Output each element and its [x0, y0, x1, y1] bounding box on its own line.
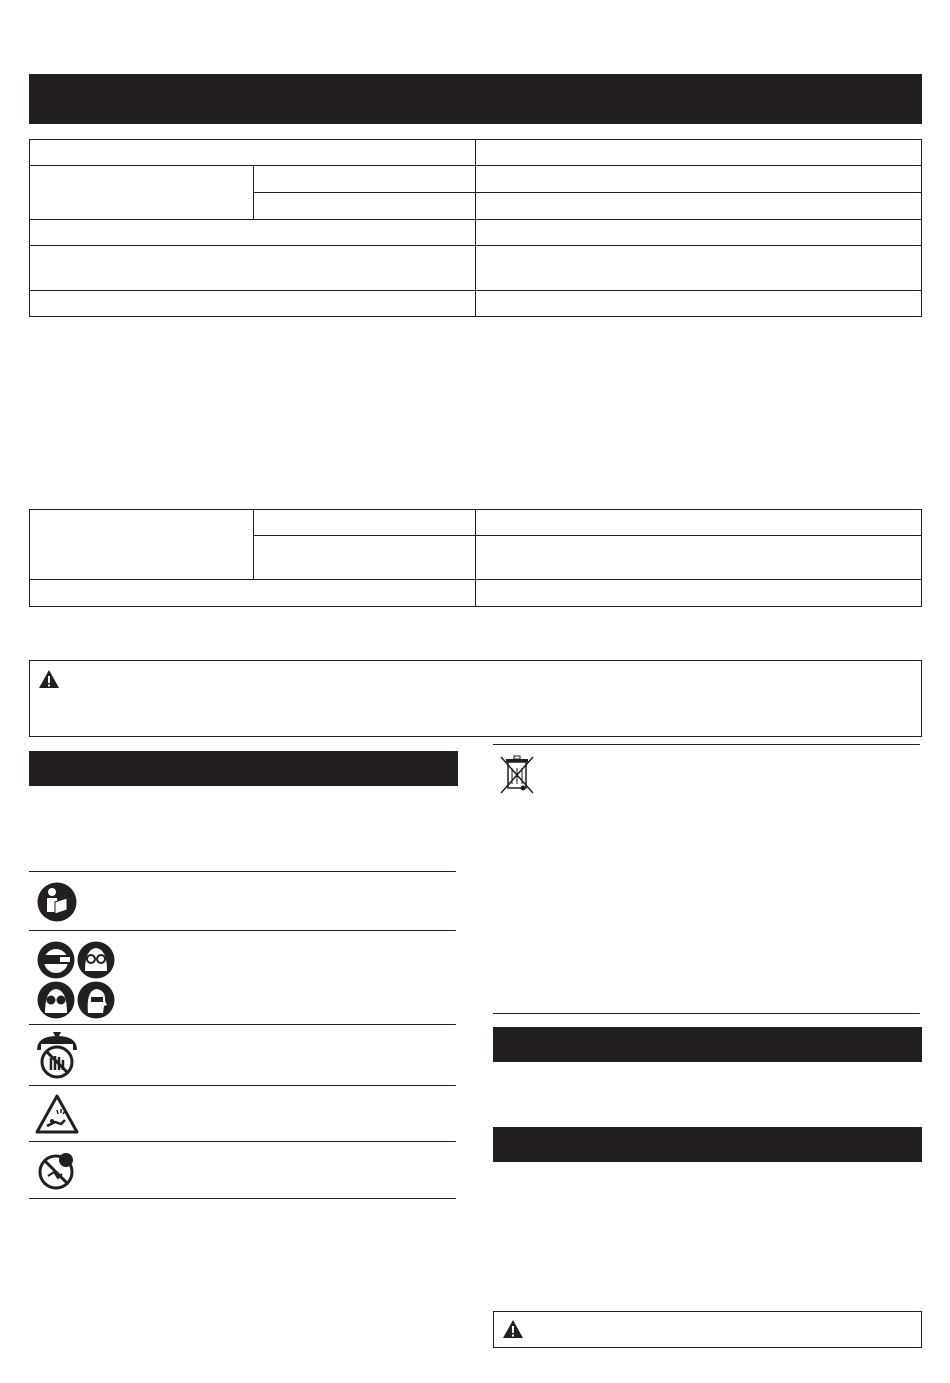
- table-col-divider: [475, 510, 476, 606]
- safety-glasses-icon: [77, 941, 115, 979]
- divider: [29, 930, 456, 931]
- no-wet-conditions-icon: [36, 1150, 78, 1192]
- warning-box-small: [493, 1311, 922, 1348]
- divider: [29, 1024, 456, 1025]
- divider: [29, 1085, 456, 1086]
- warning-box: [29, 660, 922, 737]
- safety-goggles-icon: [37, 941, 75, 979]
- divider: [493, 1013, 920, 1014]
- divider: [493, 744, 920, 745]
- table-col-divider: [475, 140, 476, 316]
- table-col-divider: [253, 510, 254, 579]
- warning-triangle-icon: [38, 669, 60, 689]
- divider: [29, 1198, 456, 1199]
- glasses-profile-icon: [77, 981, 115, 1019]
- read-manual-icon: [37, 882, 77, 922]
- table-row-divider: [253, 192, 921, 193]
- table-row-divider: [253, 535, 921, 536]
- keep-hands-away-icon: [35, 1030, 79, 1080]
- spec-table-1: [29, 139, 922, 317]
- section-heading-bar: [493, 1127, 922, 1162]
- divider: [29, 1141, 456, 1142]
- crossed-out-wheelie-bin-icon: [498, 754, 536, 796]
- eye-protection-icons: [37, 941, 117, 1019]
- header-bar: [29, 74, 922, 124]
- flying-debris-warning-icon: [35, 1094, 79, 1134]
- table-col-divider: [253, 165, 254, 219]
- section-heading-bar: [493, 1027, 922, 1062]
- face-shield-icon: [37, 981, 75, 1019]
- symbols-heading-bar: [29, 751, 458, 786]
- warning-triangle-icon: [502, 1319, 524, 1339]
- spec-table-2: [29, 509, 922, 607]
- divider: [29, 871, 456, 872]
